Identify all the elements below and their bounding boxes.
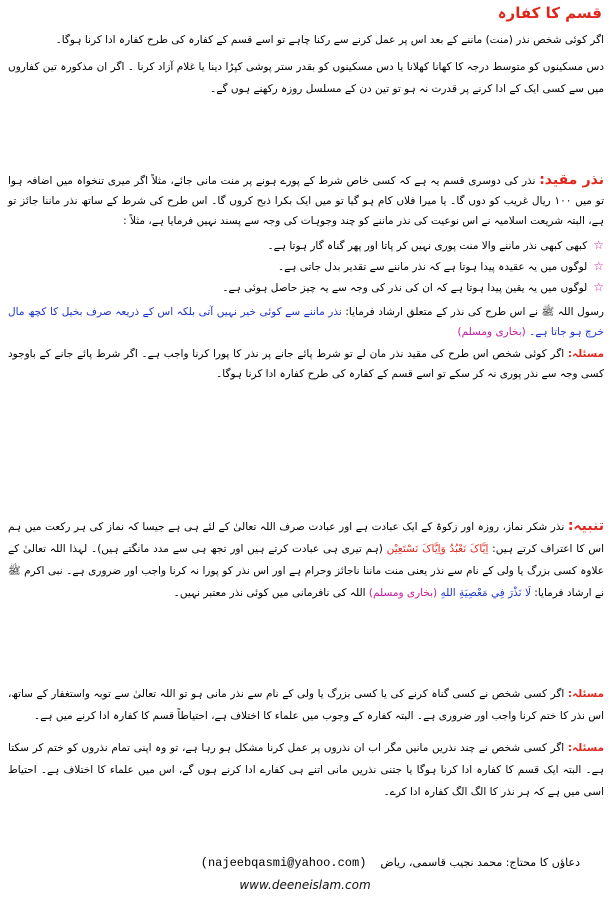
star-icon: ☆ [593,280,604,294]
website-link[interactable]: www.deeneislam.com [239,878,371,892]
masala-label: مسئلہ: [567,742,604,754]
page-title: قسم کا کفارہ [497,4,602,22]
ayah-text: اِیَّاکَ نَعْبُدُ وَاِیَّاکَ نَسْتَعِیْن [386,543,489,555]
ayah-translation: (ہم تیری ہی عبادت کرتے ہیں اور تجھ ہی سے مدد مانگتے ہیں)۔ [91,543,383,555]
list-item: ☆لوگوں میں یہ عقیدہ پیدا ہوتا ہے کہ نذر ماننے سے تقدیر بدل جاتی ہے۔ [277,259,604,273]
tanbeeh-hadith-reference: (بخاری ومسلم) [368,587,438,599]
kaffara-paragraph-2: دس مسکینوں کو متوسط درجہ کا کھانا کھلانا یا دس مسکینوں کو بقدر ستر پوشی کپڑا دینا یا غلام آزاد کرنا ۔ اگر ان مذکورہ تین کفاروں میں سے کسی ایک کے ادا کرنے پر قدرت نہ ہو تو تین دن کے مسلسل روزہ رکھنے ہوں گے۔ [8,61,604,95]
masala-text: اگر کسی شخص نے چند نذریں مانیں مگر اب ان نذروں پر عمل کرنا مشکل ہو رہا ہے، تو وہ اپنی تمام نذروں کو ختم کر سکتا ہے۔ البتہ ایک قسم کا کفارہ ادا کرنا ہوگا یا جتنی نذریں مانی اتنے ہی کفارے ادا کرنے ہوں گے، اس میں علماء کا اختلاف ہے۔ احتیاط اسی میں ہے کہ ہر نذر کا الگ الگ کفارہ ادا کرے۔ [8,742,604,798]
author-dua: دعاؤں کا محتاج: محمد نجیب قاسمی، ریاض [380,856,580,869]
masala-item-1 [8,683,604,727]
masala-item-2 [8,737,604,803]
masala-label: مسئلہ: [567,348,605,360]
list-item: ☆کبھی کبھی نذر ماننے والا منت پوری نہیں کر پاتا اور پھر گناہ گار ہوتا ہے۔ [267,238,604,252]
hadith-arabic: لَا نَذْرَ فِي مَعْصِيَةِ اللهِ [440,587,531,599]
kaffara-paragraph-1: اگر کوئی شخص نذر (منت) ماننے کے بعد اس پر عمل کرنے سے رکنا چاہے تو اسے قسم کے کفارہ کی طرح کفارہ ادا کرنا ہوگا۔ [55,34,604,46]
hadith-reference: (بخاری ومسلم) [457,326,526,338]
tanbeeh-section [8,515,604,604]
kaffara-section [8,30,604,100]
star-icon: ☆ [593,259,604,273]
author-footer [40,856,580,870]
masala-paragraph [8,344,604,384]
masala-text: اگر کسی شخص نے کسی گناہ کرنے کی یا کسی بزرگ یا ولی کے نام سے نذر مانی ہو تو اللہ تعالیٰ سے توبہ واستغفار کے ساتھ، اس نذر کا ختم کرنا واجب اور ضروری ہے۔ البتہ کفارہ کے وجوب میں علماء کا اختلاف ہے، احتیاطاً قسم کا کفارہ ادا کرنے میں ہے۔ [8,688,604,722]
tanbeeh-hadith-tail: اللہ کی نافرمانی میں کوئی نذر معتبر نہیں۔ [173,587,366,599]
masala-text: اگر کوئی شخص اس طرح کی مقید نذر مان لے تو شرط پائے جانے پر نذر کا پورا کرنا واجب ہے۔ اگر شرط پائے جانے کے باوجود کسی وجہ سے نذر پوری نہ کر سکے تو اسے قسم کے کفارہ کی طرح کفارہ ادا کرنا ہوگا۔ [8,348,604,380]
masala-label: مسئلہ: [567,688,604,700]
muqayyad-section [8,170,604,384]
tanbeeh-heading: تنبیہ: [567,518,605,534]
muqayyad-body: نذر کی دوسری قسم یہ ہے کہ کسی خاص شرط کے پورے ہونے پر منت مانی جائے، مثلاً اگر میری تنخواہ میں اضافہ ہوا تو میں ۱۰۰ ریال غریب کو دوں گا۔ یا میرا فلاں کام ہو گیا تو میں ایک بکرا ذبح کروں گا۔ اس طرح کی شرط کے ساتھ نذر ماننا جائز تو ہے، البتہ شریعت اسلامیہ نے اس نوعیت کی نذر ماننے کو چند وجوہات کی وجہ سے پسند نہیں فرمایا ہے، مثلاً : [8,175,604,227]
muqayyad-bullets [8,235,604,298]
tanbeeh-body-2: لہذا اللہ تعالیٰ کے علاوہ کسی بزرگ یا ولی کے نام سے نذر یعنی منت ماننا ناجائز وحرام ہے اور اس نذر کو پورا نہ کرنا واجب اور ضروری ہے۔ نبی اکرم ﷺ نے ارشاد فرمایا: [8,543,604,599]
hadith-intro: رسول اللہ ﷺ نے اس طرح کی نذر کے متعلق ارشاد فرمایا: [345,306,605,318]
list-item: ☆لوگوں میں یہ یقین پیدا ہوتا ہے کہ ان کی نذر کی وجہ سے یہ چیز حاصل ہوئی ہے۔ [222,280,604,294]
muqayyad-intro [8,170,604,231]
hadith-paragraph [8,302,604,342]
muqayyad-heading: نذر مقید: [539,172,605,188]
tanbeeh-body-1: نذر شکر نماز، روزہ اور زکوۃ کے ایک عبادت ہے اور عبادت صرف اللہ تعالیٰ کے لئے ہی ہے جیسا کہ نماز کی ہر رکعت میں ہم اس کا اعتراف کرتے ہیں: [8,521,604,555]
star-icon: ☆ [593,238,604,252]
author-email: (najeebqasmi@yahoo.com) [200,856,367,870]
masail-section [8,683,604,803]
hadith-text: نذر ماننے سے کوئی خیر نہیں آتی بلکہ اس کے ذریعہ صرف بخیل کا کچھ مال خرچ ہو جاتا ہے۔ [8,306,604,338]
